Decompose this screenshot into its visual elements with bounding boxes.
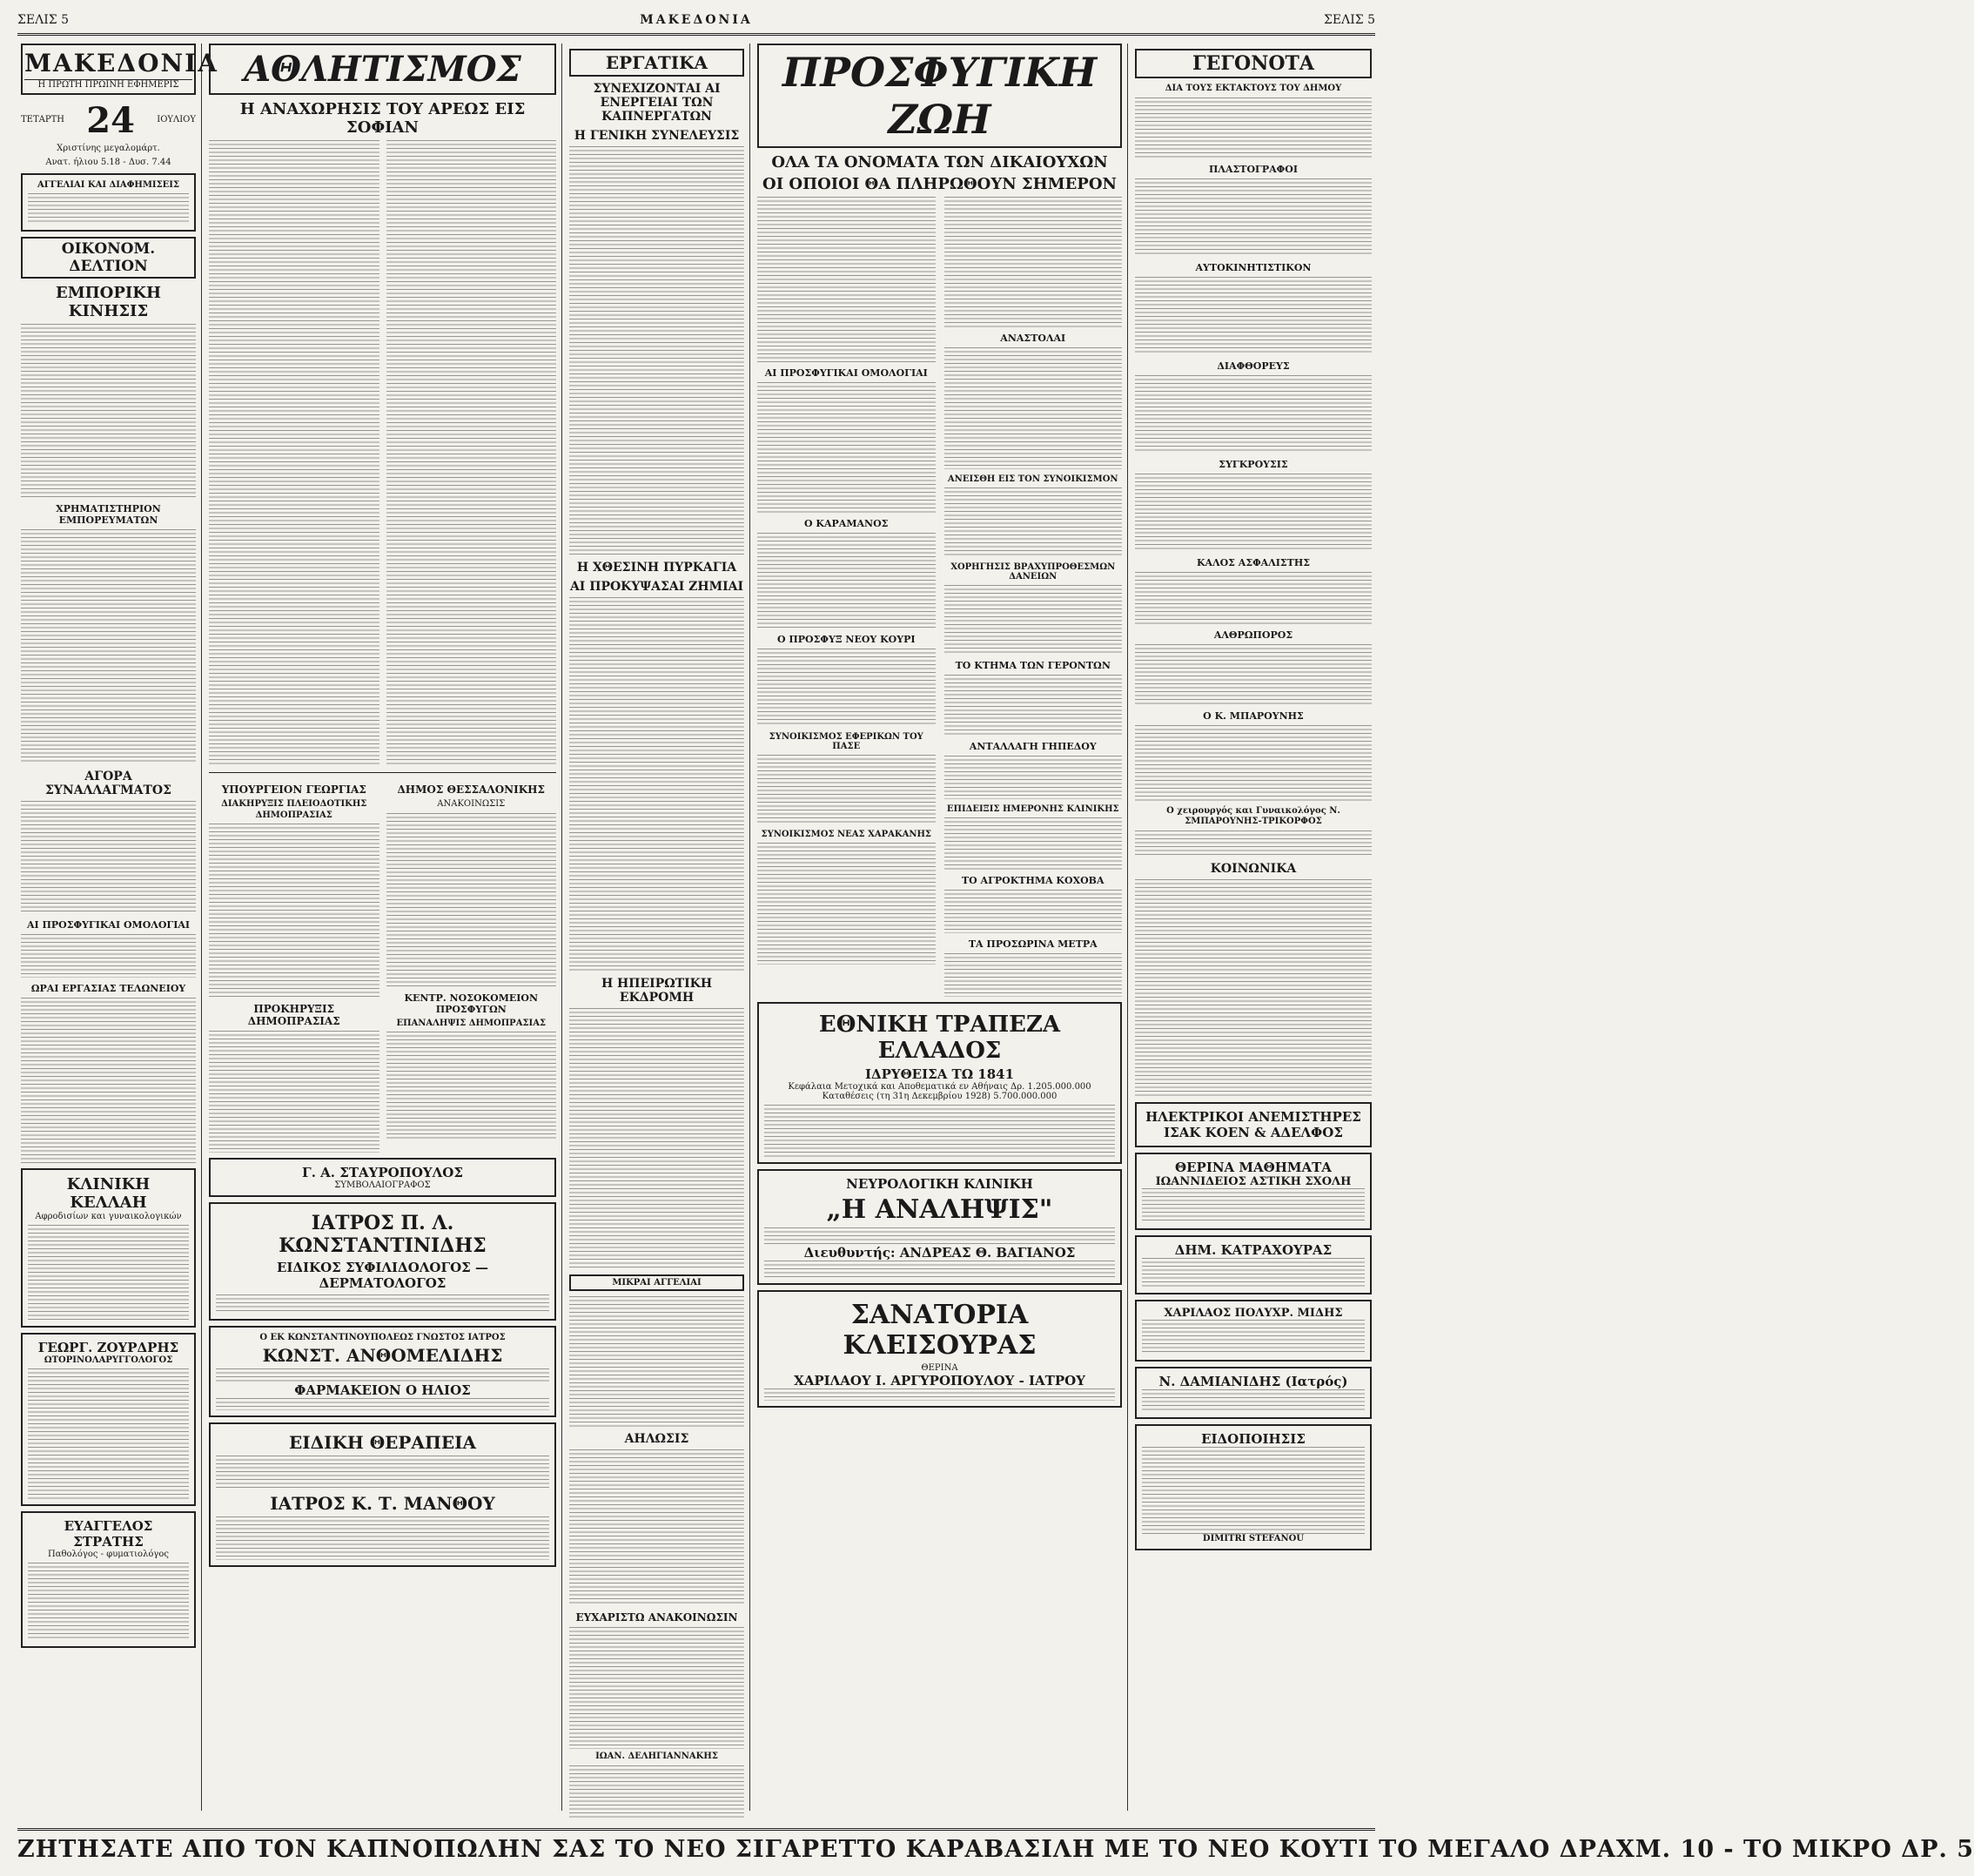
stavropoulos-name: Γ. Α. ΣΤΑΥΡΟΠΟΥΛΟΣ xyxy=(302,1165,463,1180)
column-1 xyxy=(16,44,218,1811)
page-number-right: ΣΕΛΙΣ 5 xyxy=(1323,13,1375,27)
auction-title: ΠΡΟΚΗΡΥΞΙΣ ΔΗΜΟΠΡΑΣΙΑΣ xyxy=(247,1003,340,1027)
ads-box-title: ΑΓΓΕΛΙΑΙ ΚΑΙ ΔΙΑΦΗΜΙΣΕΙΣ xyxy=(37,180,180,190)
suspensions-title: ΑΝΑΣΤΟΛΑΙ xyxy=(1000,333,1066,344)
settlement-title: ΑΝΕΙΣΘΗ ΕΙΣ ΤΟΝ ΣΥΝΟΙΚΙΣΜΟΝ xyxy=(947,474,1118,484)
refugee-headline-2: ΟΙ ΟΠΟΙΟΙ ΘΑ ΠΛΗΡΩΘΟΥΝ ΣΗΜΕΡΟΝ xyxy=(762,175,1117,193)
events-item-2: ΑΥΤΟΚΙΝΗΤΙΣΤΙΚΟΝ xyxy=(1195,261,1312,273)
events-section xyxy=(1135,49,1372,78)
econ-title: ΟΙΚΟΝΟΜ. ΔΕΛΤΙΟΝ xyxy=(61,240,156,275)
manthou-name: ΙΑΤΡΟΣ Κ. Τ. ΜΑΝΘΟΥ xyxy=(270,1493,495,1514)
municipality-title: ΔΗΜΟΣ ΘΕΣΣΑΛΟΝΙΚΗΣ xyxy=(397,783,546,796)
notice-signature: DIMITRI STEFANOU xyxy=(1202,1533,1305,1543)
events-item-1: ΠΛΑΣΤΟΓΡΑΦΟΙ xyxy=(1209,163,1298,175)
hospital-title: ΚΕΝΤΡ. ΝΟΣΟΚΟΜΕΙΟΝ ΠΡΟΣΦΥΓΩΝ xyxy=(404,992,539,1015)
manthou-ad xyxy=(209,1422,556,1567)
smbarounis-ad: Ο χειρουργός και Γυναικολόγος Ν. ΣΜΠΑΡΟΥΝΗΣ-ΤΡΙΚΟΡΦΟΣ xyxy=(1166,805,1340,826)
stratis-ad xyxy=(21,1511,196,1648)
neuro-clinic-director: Διευθυντής: ΑΝΔΡΕΑΣ Θ. ΒΑΓΙΑΝΟΣ xyxy=(803,1245,1076,1261)
bonds-title: ΑΙ ΠΡΟΣΦΥΓΙΚΑΙ ΟΜΟΛΟΓΙΑΙ xyxy=(26,919,191,931)
clinic-title: ΚΛΙΝΙΚΗ ΚΕΛΛΑΗ xyxy=(66,1175,151,1212)
exchange-title: ΧΡΗΜΑΤΙΣΤΗΡΙΟΝ ΕΜΠΟΡΕΥΜΑΤΩΝ xyxy=(56,503,161,526)
events-item-6: ΑΛΘΡΩΠΟΡΟΣ xyxy=(1213,629,1293,641)
masthead-subtitle: Η ΠΡΩΤΗ ΠΡΩΙΝΗ ΕΦΗΜΕΡΙΣ xyxy=(24,79,192,90)
date-block xyxy=(21,100,196,168)
events-item-4: ΣΥΓΚΡΟΥΣΙΣ xyxy=(1219,458,1288,470)
zourdris-name: ΓΕΩΡΓ. ΖΟΥΡΔΡΗΣ xyxy=(37,1340,179,1355)
stratis-name: ΕΥΑΓΓΕΛΟΣ ΣΤΡΑΤΗΣ xyxy=(64,1518,153,1550)
clinic-demo-title: ΕΠΙΔΕΙΞΙΣ ΗΜΕΡΟΝΗΣ ΚΛΙΝΙΚΗΣ xyxy=(946,804,1119,814)
sports-headline: Η ΑΝΑΧΩΡΗΣΙΣ ΤΟΥ ΑΡΕΩΣ ΕΙΣ ΣΟΦΙΑΝ xyxy=(239,100,526,137)
katrachouras-name: ΔΗΜ. ΚΑΤΡΑΧΟΥΡΑΣ xyxy=(1174,1241,1333,1258)
loans-title: ΧΟΡΗΓΗΣΙΣ ΒΡΑΧΥΠΡΟΘΕΣΜΩΝ ΔΑΝΕΙΩΝ xyxy=(950,562,1116,582)
bank-ad xyxy=(757,1002,1122,1164)
weekday: ΤΕΤΑΡΤΗ xyxy=(21,115,64,125)
school-ad xyxy=(1135,1153,1372,1230)
sunrise-sunset: Ανατ. ήλιου 5.18 - Δυσ. 7.44 xyxy=(45,157,171,167)
labor-sub: Η ΓΕΝΙΚΗ ΣΥΝΕΛΕΥΣΙΣ xyxy=(574,129,740,143)
midis-name: ΧΑΡΙΛΑΟΣ ΠΟΛΥΧΡ. ΜΙΔΗΣ xyxy=(1164,1306,1343,1320)
zourdris-specialty: ΩΤΟΡΙΝΟΛΑΡΥΓΓΟΛΟΓΟΣ xyxy=(44,1355,173,1365)
agri-title: ΥΠΟΥΡΓΕΙΟΝ ΓΕΩΡΓΙΑΣ xyxy=(221,783,366,796)
konstantinidis-name: ΙΑΤΡΟΣ Π. Λ. ΚΩΝΣΤΑΝΤΙΝΙΔΗΣ xyxy=(279,1212,487,1257)
sanatorium-sub: ΘΕΡΙΝΑ xyxy=(921,1363,958,1373)
neuro-clinic-name: „Η ΑΝΑΛΗΨΙΣ" xyxy=(826,1194,1053,1225)
fans-company: ΙΣΑΚ ΚΟΕΝ & ΑΔΕΛΦΟΣ xyxy=(1164,1124,1343,1140)
cigarette-ad-banner: ΖΗΤΗΣΑΤΕ ΑΠΟ ΤΟΝ ΚΑΠΝΟΠΩΛΗΝ ΣΑΣ ΤΟ ΝΕΟ ΣΙΓΑΡΕΤΤΟ ΚΑΡΑΒΑΣΙΛΗ ΜΕ ΤΟ ΝΕΟ ΚΟΥΤΙ ΤΟ ΜΕΓΑΛΟ ΔΡΑΧΜ. 10 - ΤΟ ΜΙΚΡΟ ΔΡ. 5 xyxy=(17,1828,1375,1867)
neuro-clinic-top: ΝΕΥΡΟΛΟΓΙΚΗ ΚΛΙΝΙΚΗ xyxy=(846,1176,1033,1192)
labor-headline: ΣΥΝΕΧΙΖΟΝΤΑΙ ΑΙ ΕΝΕΡΓΕΙΑΙ ΤΩΝ ΚΑΠΝΕΡΓΑΤΩΝ xyxy=(593,82,721,124)
clinic-subtitle: Αφροδισίων και γυναικολογικών xyxy=(35,1212,182,1221)
stavropoulos-role: ΣΥΜΒΟΛΑΙΟΓΡΑΦΟΣ xyxy=(334,1180,431,1190)
fans-ad xyxy=(1135,1102,1372,1147)
anthomelidis-ad xyxy=(209,1326,556,1417)
municipality-sub: ΑΝΑΚΟΙΝΩΣΙΣ xyxy=(437,799,506,809)
bank-title: ΕΘΝΙΚΗ ΤΡΑΠΕΖΑ ΕΛΛΑΔΟΣ xyxy=(818,1012,1061,1064)
pharmacy-name: ΦΑΡΜΑΚΕΙΟΝ Ο ΗΛΙΟΣ xyxy=(294,1382,471,1398)
refugee-headline-1: ΟΛΑ ΤΑ ΟΝΟΜΑΤΑ ΤΩΝ ΔΙΚΑΙΟΥΧΩΝ xyxy=(771,153,1108,171)
top-header xyxy=(17,7,1375,36)
refugee-bonds-title: ΑΙ ΠΡΟΣΦΥΓΙΚΑΙ ΟΜΟΛΟΓΙΑΙ xyxy=(764,367,928,379)
econ-subtitle: ΕΜΠΟΡΙΚΗ ΚΙΝΗΣΙΣ xyxy=(56,284,161,320)
fans-title: ΗΛΕΚΤΡΙΚΟΙ ΑΝΕΜΙΣΤΗΡΕΣ xyxy=(1145,1108,1361,1125)
paper-name: ΜΑΚΕΔΟΝΙΑ xyxy=(640,13,753,27)
charakani-title: ΣΥΝΟΙΚΙΣΜΟΣ ΝΕΑΣ ΧΑΡΑΚΑΝΗΣ xyxy=(761,830,931,839)
konstantinidis-specialty: ΕΙΔΙΚΟΣ ΣΥΦΙΛΙΔΟΛΟΓΟΣ — ΔΕΡΜΑΤΟΛΟΓΟΣ xyxy=(276,1260,489,1291)
fire-headline: Η ΧΘΕΣΙΝΗ ΠΥΡΚΑΓΙΑ xyxy=(576,561,737,575)
masthead xyxy=(21,44,218,95)
clinic-ad xyxy=(21,1168,196,1328)
events-item-5: ΚΑΛΟΣ ΑΣΦΑΛΙΣΤΗΣ xyxy=(1196,556,1311,568)
econ-header xyxy=(21,237,196,279)
elders-title: ΤΟ ΚΤΗΜΑ ΤΩΝ ΓΕΡΟΝΤΩΝ xyxy=(955,660,1111,671)
bank-founded: ΙΔΡΥΘΕΙΣΑ ΤΩ 1841 xyxy=(864,1066,1015,1082)
sports-banner: ΑΘΛΗΤΙΣΜΟΣ xyxy=(209,44,556,95)
month: ΙΟΥΛΙΟΥ xyxy=(157,115,196,125)
statement-headline: ΑΗΛΩΣΙΣ xyxy=(624,1432,689,1446)
special-therapy-title: ΕΙΔΙΚΗ ΘΕΡΑΠΕΙΑ xyxy=(289,1432,476,1453)
bank-capital: Κεφάλαια Μετοχικά και Αποθεματικά εν Αθήναις Δρ. 1.205.000.000 xyxy=(788,1082,1091,1092)
events-title: ΓΕΓΟΝΟΤΑ xyxy=(1192,52,1314,75)
zourdris-ad xyxy=(21,1333,196,1506)
small-ads-header xyxy=(569,1274,744,1291)
labor-section xyxy=(569,49,744,77)
exchange-lot-title: ΑΝΤΑΛΛΑΓΗ ΓΗΠΕΔΟΥ xyxy=(969,741,1097,752)
school-title: ΘΕΡΙΝΑ ΜΑΘΗΜΑΤΑ xyxy=(1175,1159,1332,1175)
fire-sub: ΑΙ ΠΡΟΚΥΨΑΣΑΙ ΖΗΜΙΑΙ xyxy=(569,580,744,594)
hospital-sub: ΕΠΑΝΑΛΗΨΙΣ ΔΗΜΟΠΡΑΣΙΑΣ xyxy=(396,1018,547,1028)
events-sub: ΔΙΑ ΤΟΥΣ ΕΚΤΑΚΤΟΥΣ ΤΟΥ ΔΗΜΟΥ xyxy=(1165,84,1342,93)
notice-ad xyxy=(1135,1424,1372,1550)
page-number-left: ΣΕΛΙΣ 5 xyxy=(17,13,70,27)
column-5 xyxy=(1130,44,1377,1811)
notice-title: ΕΙΔΟΠΟΙΗΣΙΣ xyxy=(1201,1430,1306,1447)
agri-subtitle: ΔΙΑΚΗΡΥΞΙΣ ΠΛΕΙΟΔΟΤΙΚΗΣ ΔΗΜΟΠΡΑΣΙΑΣ xyxy=(221,799,367,820)
sanatorium-ad xyxy=(757,1290,1122,1408)
kouri-title: Ο ΠΡΟΣΦΥΞ ΝΕΟΥ ΚΟΥΡΙ xyxy=(776,634,916,645)
sanatorium-title: ΣΑΝΑΤΟΡΙΑ ΚΛΕΙΣΟΥΡΑΣ xyxy=(843,1300,1037,1361)
karamanos-title: Ο ΚΑΡΑΜΑΝΟΣ xyxy=(804,518,889,529)
thanks-headline: ΕΥΧΑΡΙΣΤΩ ΑΝΑΚΟΙΝΩΣΙΝ xyxy=(575,1611,738,1624)
column-2 xyxy=(204,44,562,1811)
refugee-life-banner: ΠΡΟΣΦΥΓΙΚΗ ΖΩΗ xyxy=(757,44,1122,148)
thanks-signature: ΙΩΑΝ. ΔΕΛΗΓΙΑΝΝΑΚΗΣ xyxy=(595,1752,718,1761)
anthomelidis-name: ΚΩΝΣΤ. ΑΝΘΟΜΕΛΙΔΗΣ xyxy=(262,1345,503,1366)
damianidis-ad xyxy=(1135,1367,1372,1419)
sanatorium-doctor: ΧΑΡΙΛΑΟΥ Ι. ΑΡΓΥΡΟΠΟΥΛΟΥ - ΙΑΤΡΟΥ xyxy=(794,1373,1085,1389)
measures-title: ΤΑ ΠΡΟΣΩΡΙΝΑ ΜΕΤΡΑ xyxy=(968,938,1098,950)
saint-day: Χριστίνης μεγαλομάρτ. xyxy=(57,144,160,153)
day-number: 24 xyxy=(86,100,135,141)
damianidis-name: Ν. ΔΑΜΙΑΝΙΔΗΣ (Ιατρός) xyxy=(1158,1373,1348,1389)
katrachouras-ad xyxy=(1135,1235,1372,1294)
konstantinidis-ad xyxy=(209,1202,556,1321)
social-title: ΚΟΙΝΩΝΙΚΑ xyxy=(1210,861,1297,876)
kochova-title: ΤΟ ΑΓΡΟΚΤΗΜΑ ΚΟΧΟΒΑ xyxy=(961,875,1104,886)
masthead-title: ΜΑΚΕΔΟΝΙΑ xyxy=(24,49,218,77)
events-item-7: Ο Κ. ΜΠΑΡΟΥΝΗΣ xyxy=(1203,709,1304,722)
stratis-specialty: Παθολόγος - φυματιολόγος xyxy=(48,1550,169,1559)
school-name: ΙΩΑΝΝΙΔΕΙΟΣ ΑΣΤΙΚΗ ΣΧΟΛΗ xyxy=(1155,1174,1352,1188)
bank-deposits: Καταθέσεις (τη 31η Δεκεμβρίου 1928) 5.700.000.000 xyxy=(822,1092,1058,1101)
midis-ad xyxy=(1135,1300,1372,1362)
ads-box xyxy=(21,173,196,232)
excursion-headline: Η ΗΠΕΙΡΩΤΙΚΗ ΕΚΔΡΟΜΗ xyxy=(601,977,713,1005)
column-4 xyxy=(752,44,1128,1811)
small-ads-title: ΜΙΚΡΑΙ ΑΓΓΕΛΙΑΙ xyxy=(612,1278,702,1288)
stock-title: ΑΓΟΡΑ ΣΥΝΑΛΛΑΓΜΑΤΟΣ xyxy=(45,770,171,797)
events-item-3: ΔΙΑΦΘΟΡΕΥΣ xyxy=(1217,360,1290,372)
stavropoulos-ad xyxy=(209,1158,556,1197)
customs-title: ΩΡΑΙ ΕΡΓΑΣΙΑΣ ΤΕΛΩΝΕΙΟΥ xyxy=(30,983,186,994)
labor-title: ΕΡΓΑΤΙΚΑ xyxy=(605,52,708,73)
anthomelidis-intro: Ο ΕΚ ΚΩΝΣΤΑΝΤΙΝΟΥΠΟΛΕΩΣ ΓΝΩΣΤΟΣ ΙΑΤΡΟΣ xyxy=(259,1333,506,1342)
pase-title: ΣΥΝΟΙΚΙΣΜΟΣ ΕΦΕΡΙΚΩΝ ΤΟΥ ΠΑΣΕ xyxy=(769,732,923,751)
column-3 xyxy=(564,44,750,1811)
neuro-clinic-ad xyxy=(757,1169,1122,1285)
